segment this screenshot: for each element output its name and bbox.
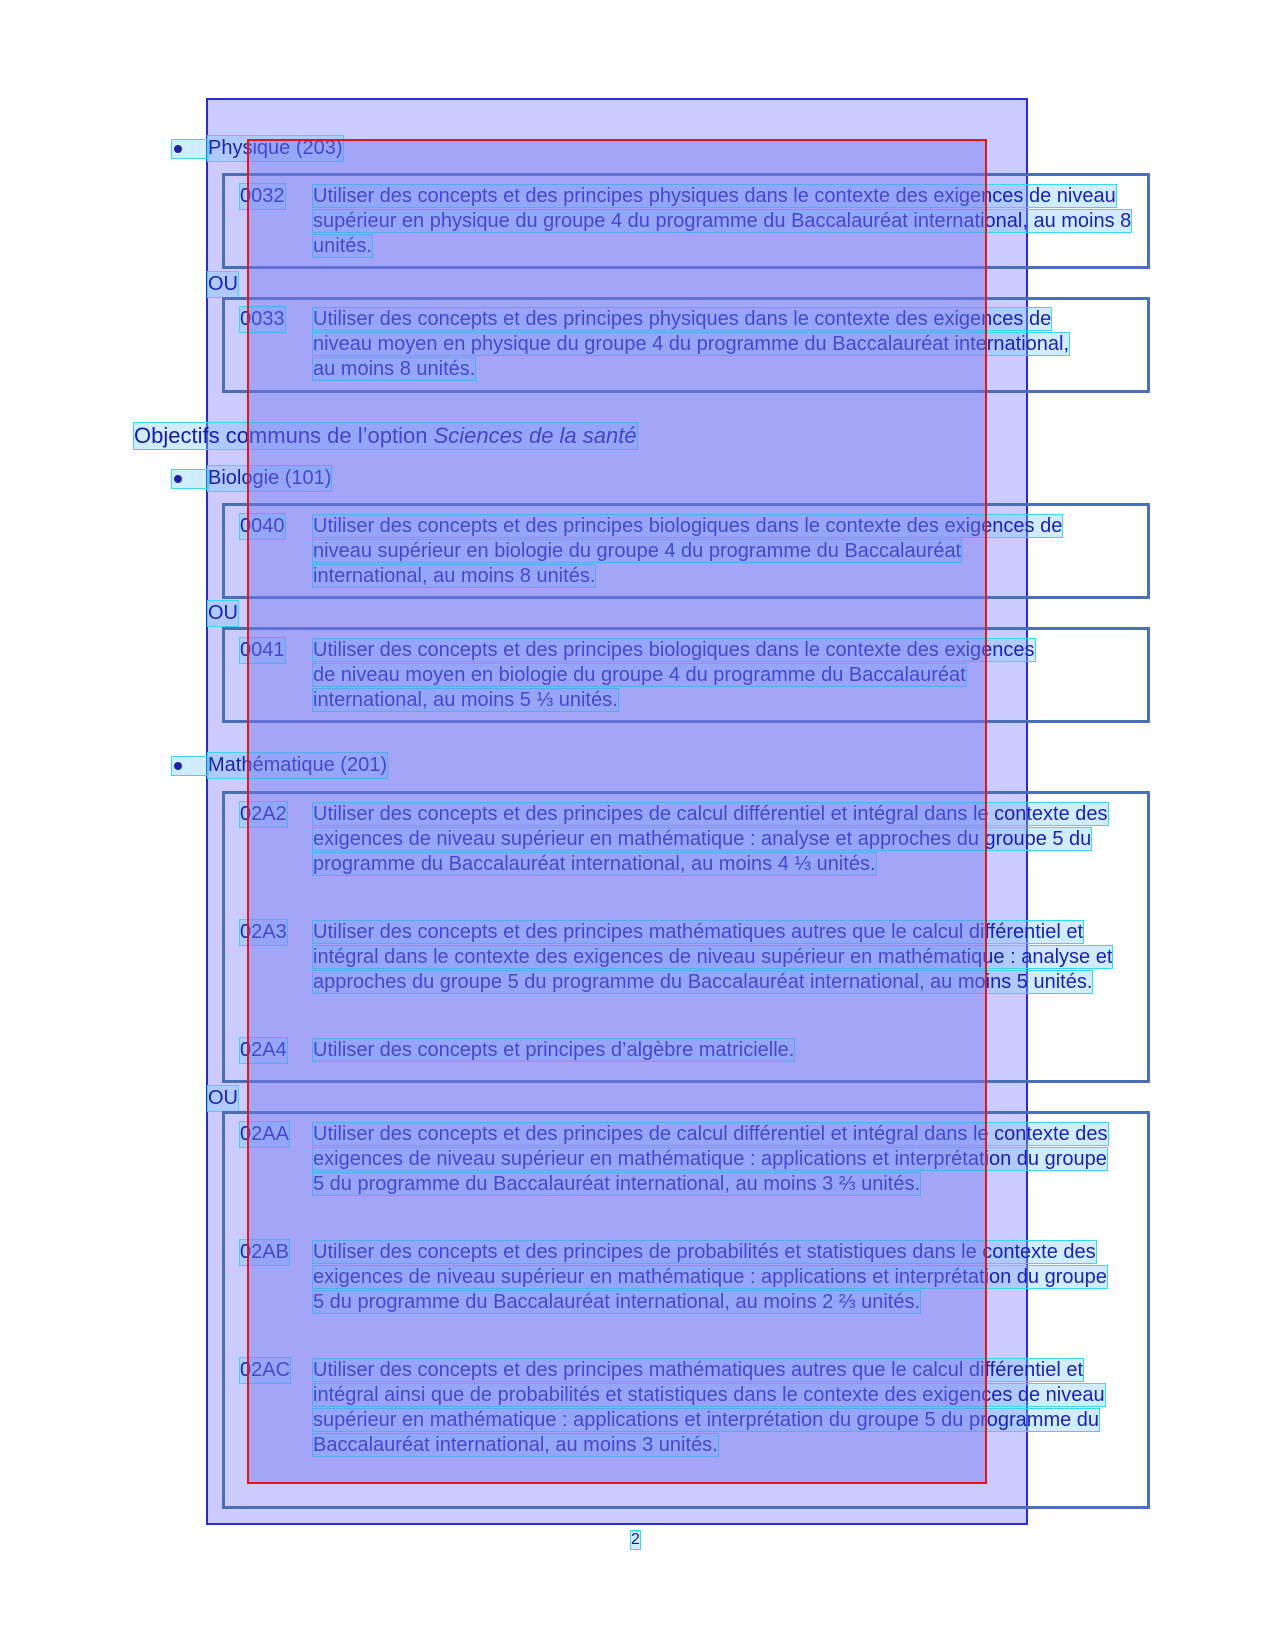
objective-description: Utiliser des concepts et des principes mathématiques autres que le calcul différentiel et intégral ainsi que de probabilités et statistiques dans le contexte des exigences de niveau supérieur en mathématique : applications et interprétation du groupe 5 du programme du Baccalauréat international, au moins 3 unités. bbox=[313, 1359, 1105, 1456]
ou-label: OU bbox=[208, 1087, 238, 1109]
objective-description: Utiliser des concepts et des principes de calcul différentiel et intégral dans le contexte des exigences de niveau supérieur en mathématique : applications et interprétation du groupe 5 du programme du Baccalauréat international, au moins 3 ⅔ unités. bbox=[313, 1123, 1108, 1195]
bullet-icon bbox=[172, 470, 208, 488]
ou-label: OU bbox=[208, 273, 238, 295]
objective-code: 0032 bbox=[240, 185, 285, 207]
physique-heading: Physique (203) bbox=[208, 137, 343, 159]
section-title: Objectifs communs de l’option Sciences de la santé bbox=[134, 423, 637, 448]
objective-code: 0033 bbox=[240, 308, 285, 330]
objective-code: 02AB bbox=[240, 1241, 289, 1263]
objective-code: 0041 bbox=[240, 639, 285, 661]
objective-description: Utiliser des concepts et des principes biologiques dans le contexte des exigences de niveau moyen en biologie du groupe 4 du programme du Baccalauréat international, au moins 5 ⅓ unités. bbox=[313, 639, 1035, 711]
biologie-heading: Biologie (101) bbox=[208, 467, 332, 489]
objective-description: Utiliser des concepts et des principes physiques dans le contexte des exigences de niveau moyen en physique du groupe 4 du programme du Baccalauréat international, au moins 8 unités. bbox=[313, 308, 1070, 380]
objective-code: 02A3 bbox=[240, 921, 287, 943]
objective-description: Utiliser des concepts et des principes physiques dans le contexte des exigences de niveau supérieur en physique du groupe 4 du programme du Baccalauréat international, au moins 8 unités. bbox=[313, 185, 1132, 257]
content-region-overlay bbox=[247, 139, 987, 1484]
objective-description: Utiliser des concepts et des principes de probabilités et statistiques dans le contexte des exigences de niveau supérieur en mathématique : applications et interprétation du groupe 5 du programme du Baccalauréat international, au moins 2 ⅔ unités. bbox=[313, 1241, 1107, 1313]
math-heading: Mathématique (201) bbox=[208, 754, 387, 776]
objective-code: 02A2 bbox=[240, 803, 287, 825]
bullet-icon bbox=[172, 757, 208, 775]
objective-description: Utiliser des concepts et des principes mathématiques autres que le calcul différentiel et intégral dans le contexte des exigences de niveau supérieur en mathématique : analyse et approches du groupe 5 du programme du Baccalauréat international, au moins 5 unités. bbox=[313, 921, 1113, 993]
objective-description: Utiliser des concepts et principes d’algèbre matricielle. bbox=[313, 1039, 795, 1061]
objective-code: 0040 bbox=[240, 515, 285, 537]
page-number: 2 bbox=[631, 1531, 640, 1548]
objective-code: 02AC bbox=[240, 1359, 291, 1381]
objective-description: Utiliser des concepts et des principes de calcul différentiel et intégral dans le contexte des exigences de niveau supérieur en mathématique : analyse et approches du groupe 5 du programme du Baccalauréat international, au moins 4 ⅓ unités. bbox=[313, 803, 1108, 875]
ou-label: OU bbox=[208, 602, 238, 624]
objective-description: Utiliser des concepts et des principes biologiques dans le contexte des exigences de niveau supérieur en biologie du groupe 4 du programme du Baccalauréat international, au moins 8 unités. bbox=[313, 515, 1063, 587]
objective-code: 02AA bbox=[240, 1123, 289, 1145]
objective-code: 02A4 bbox=[240, 1039, 287, 1061]
bullet-icon bbox=[172, 140, 208, 158]
